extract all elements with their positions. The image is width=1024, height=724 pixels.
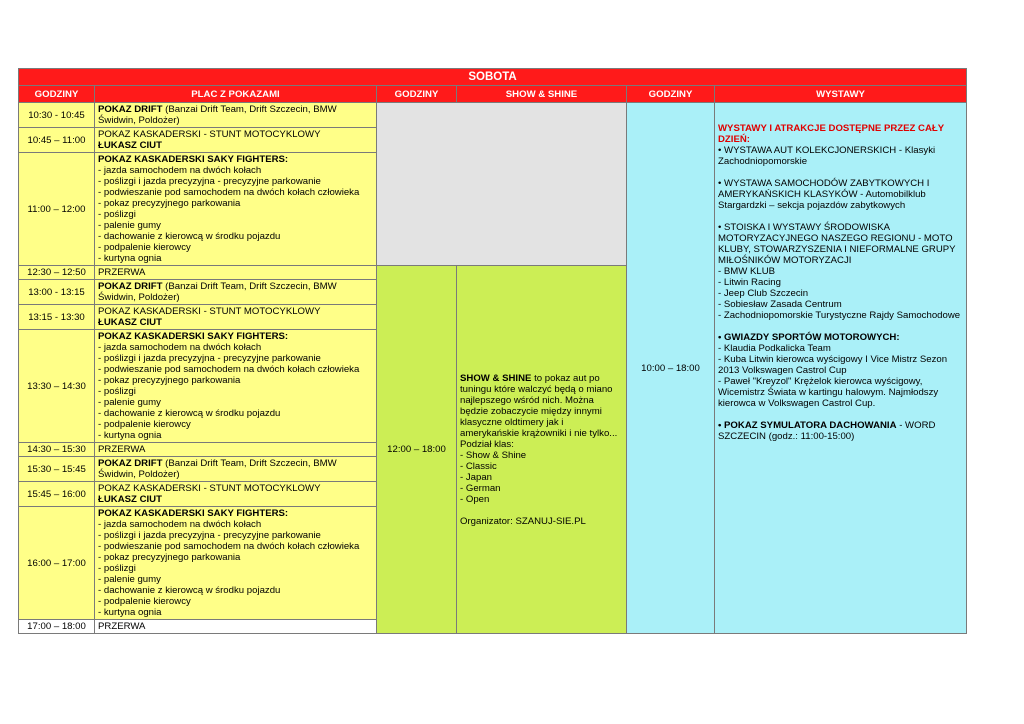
event-performer: ŁUKASZ CIUT [98, 140, 162, 151]
row-time: 10:30 - 10:45 [19, 103, 95, 128]
star-item: - Kuba Litwin kierowca wyścigowy I Vice Mistrz Sezon 2013 Volkswagen Castrol Cup [718, 354, 948, 376]
event-line: POKAZ KASKADERSKI - STUNT MOTOCYKLOWY [98, 129, 321, 140]
day-title: SOBOTA [19, 69, 967, 86]
row-event: PRZERWA [95, 620, 377, 634]
event-bold: POKAZ DRIFT [98, 458, 163, 469]
wystawy-cell [715, 103, 967, 634]
event-bold: POKAZ KASKADERSKI SAKY FIGHTERS: [98, 154, 289, 165]
row-time: 13:30 – 14:30 [19, 330, 95, 443]
wystawy-p2: • WYSTAWA SAMOCHODÓW ZABYTKOWYCH I AMERYKAŃSKICH KLASYKÓW - Automobilklub Stargardzki – sekcja pojazdów zabytkowych [718, 178, 930, 211]
event-bold: POKAZ KASKADERSKI SAKY FIGHTERS: [98, 508, 289, 519]
event-line: POKAZ KASKADERSKI - STUNT MOTOCYKLOWY [98, 483, 321, 494]
row-event [95, 153, 377, 266]
event-performer: ŁUKASZ CIUT [98, 317, 162, 328]
row-time: 10:45 – 11:00 [19, 128, 95, 153]
show-class-item: - Show & Shine [460, 449, 527, 461]
event-item: - pokaz precyzyjnego parkowania [98, 375, 241, 386]
event-item: - dachowanie z kierowcą w środku pojazdu [98, 231, 281, 242]
event-rest: (Banzai Drift Team, Drift Szczecin, BMW Świdwin, Poldożer) [98, 458, 337, 480]
show-cell [457, 266, 627, 634]
club-item: - Litwin Racing [718, 277, 781, 288]
club-item: - Jeep Club Szczecin [718, 288, 809, 299]
event-item: - podpalenie kierowcy [98, 242, 191, 253]
event-line: POKAZ KASKADERSKI - STUNT MOTOCYKLOWY [98, 306, 321, 317]
header-godziny-1: GODZINY [19, 86, 95, 103]
schedule-table [18, 68, 967, 634]
show-organizer: Organizator: SZANUJ-SIE.PL [460, 515, 586, 527]
show-time: 12:00 – 18:00 [377, 266, 457, 634]
show-class-item: - Classic [460, 460, 497, 472]
wystawy-p3: • STOISKA I WYSTAWY ŚRODOWISKA MOTORYZACYJNEGO NASZEGO REGIONU - MOTO KLUBY, STOWARZYSZENIA I NIEFORMALNE GRUPY MIŁOŚNIKÓW MOTORYZACJI [718, 222, 956, 266]
show-empty-area [377, 103, 627, 266]
row-time: 13:15 - 13:30 [19, 305, 95, 330]
header-godziny-3: GODZINY [627, 86, 715, 103]
event-bold: POKAZ DRIFT [98, 281, 163, 292]
event-item: - dachowanie z kierowcą w środku pojazdu [98, 585, 281, 596]
event-item: - podwieszanie pod samochodem na dwóch kołach człowieka [98, 187, 360, 198]
club-item: - Sobiesław Zasada Centrum [718, 299, 842, 310]
event-item: - kurtyna ognia [98, 253, 162, 264]
stars-heading: • GWIAZDY SPORTÓW MOTOROWYCH: [718, 332, 900, 343]
show-lead-rest: to pokaz aut po tuningu które walczyć będą o miano najlepszego wśród nich. Można będzie zobaczycie między innymi klasyczne oldtimery jak i amerykańskie krążowniki i nie tylko... [460, 372, 618, 439]
row-time: 11:00 – 12:00 [19, 153, 95, 266]
row-event [95, 330, 377, 443]
event-item: - poślizgi [98, 209, 136, 220]
header-show: SHOW & SHINE [457, 86, 627, 103]
simulator-bold: • POKAZ SYMULATORA DACHOWANIA [718, 420, 897, 431]
table-row [19, 103, 967, 128]
event-item: - poślizgi i jazda precyzyjna - precyzyjne parkowanie [98, 530, 321, 541]
show-class-item: - German [460, 482, 501, 494]
row-time: 17:00 – 18:00 [19, 620, 95, 634]
header-godziny-2: GODZINY [377, 86, 457, 103]
simulator-line [718, 420, 963, 442]
wystawy-time: 10:00 – 18:00 [627, 103, 715, 634]
row-event [95, 128, 377, 153]
club-item: - BMW KLUB [718, 266, 776, 277]
row-event [95, 507, 377, 620]
star-item: - Paweł "Kreyzol" Krężelok kierowca wyścigowy, Wicemistrz Świata w kartingu halowym. Najmłodszy kierowca w Volkswagen Castrol Cup. [718, 376, 939, 409]
event-item: - palenie gumy [98, 220, 161, 231]
event-item: - podpalenie kierowcy [98, 596, 191, 607]
event-rest: (Banzai Drift Team, Drift Szczecin, BMW Świdwin, Poldożer) [98, 104, 337, 126]
event-item: - pokaz precyzyjnego parkowania [98, 552, 241, 563]
event-item: - palenie gumy [98, 574, 161, 585]
row-event: PRZERWA [95, 443, 377, 457]
row-event [95, 305, 377, 330]
show-class-item: - Open [460, 493, 490, 505]
show-classes-label: Podział klas: [460, 438, 514, 450]
event-item: - poślizgi [98, 563, 136, 574]
event-item: - podwieszanie pod samochodem na dwóch kołach człowieka [98, 364, 360, 375]
row-time: 15:30 – 15:45 [19, 457, 95, 482]
event-item: - dachowanie z kierowcą w środku pojazdu [98, 408, 281, 419]
club-item: - Zachodniopomorskie Turystyczne Rajdy Samochodowe [718, 310, 961, 321]
wystawy-heading: WYSTAWY I ATRAKCJE DOSTĘPNE PRZEZ CAŁY DZIEŃ: [718, 123, 945, 145]
simulator-rest: - WORD SZCZECIN (godz.: 11:00-15:00) [718, 420, 936, 442]
row-event [95, 482, 377, 507]
event-bold: POKAZ KASKADERSKI SAKY FIGHTERS: [98, 331, 289, 342]
row-time: 15:45 – 16:00 [19, 482, 95, 507]
event-item: - podwieszanie pod samochodem na dwóch kołach człowieka [98, 541, 360, 552]
row-event: PRZERWA [95, 266, 377, 280]
row-time: 14:30 – 15:30 [19, 443, 95, 457]
header-wystawy: WYSTAWY [715, 86, 967, 103]
event-item: - jazda samochodem na dwóch kołach [98, 165, 262, 176]
event-item: - palenie gumy [98, 397, 161, 408]
wystawy-p1: • WYSTAWA AUT KOLEKCJONERSKICH - Klasyki Zachodniopomorskie [718, 145, 936, 167]
event-item: - jazda samochodem na dwóch kołach [98, 342, 262, 353]
header-plac: PLAC Z POKAZAMI [95, 86, 377, 103]
event-item: - kurtyna ognia [98, 607, 162, 618]
row-event [95, 457, 377, 482]
event-item: - podpalenie kierowcy [98, 419, 191, 430]
show-class-item: - Japan [460, 471, 492, 483]
show-lead [460, 373, 623, 439]
row-time: 13:00 - 13:15 [19, 280, 95, 305]
event-item: - poślizgi [98, 386, 136, 397]
event-item: - poślizgi i jazda precyzyjna - precyzyjne parkowanie [98, 176, 321, 187]
row-time: 16:00 – 17:00 [19, 507, 95, 620]
row-event [95, 103, 377, 128]
event-item: - poślizgi i jazda precyzyjna - precyzyjne parkowanie [98, 353, 321, 364]
event-item: - jazda samochodem na dwóch kołach [98, 519, 262, 530]
event-item: - pokaz precyzyjnego parkowania [98, 198, 241, 209]
star-item: - Klaudia Podkalicka Team [718, 343, 831, 354]
row-time: 12:30 – 12:50 [19, 266, 95, 280]
row-event [95, 280, 377, 305]
event-rest: (Banzai Drift Team, Drift Szczecin, BMW Świdwin, Poldożer) [98, 281, 337, 303]
show-lead-bold: SHOW & SHINE [460, 372, 532, 384]
event-bold: POKAZ DRIFT [98, 104, 163, 115]
event-item: - kurtyna ognia [98, 430, 162, 441]
event-performer: ŁUKASZ CIUT [98, 494, 162, 505]
